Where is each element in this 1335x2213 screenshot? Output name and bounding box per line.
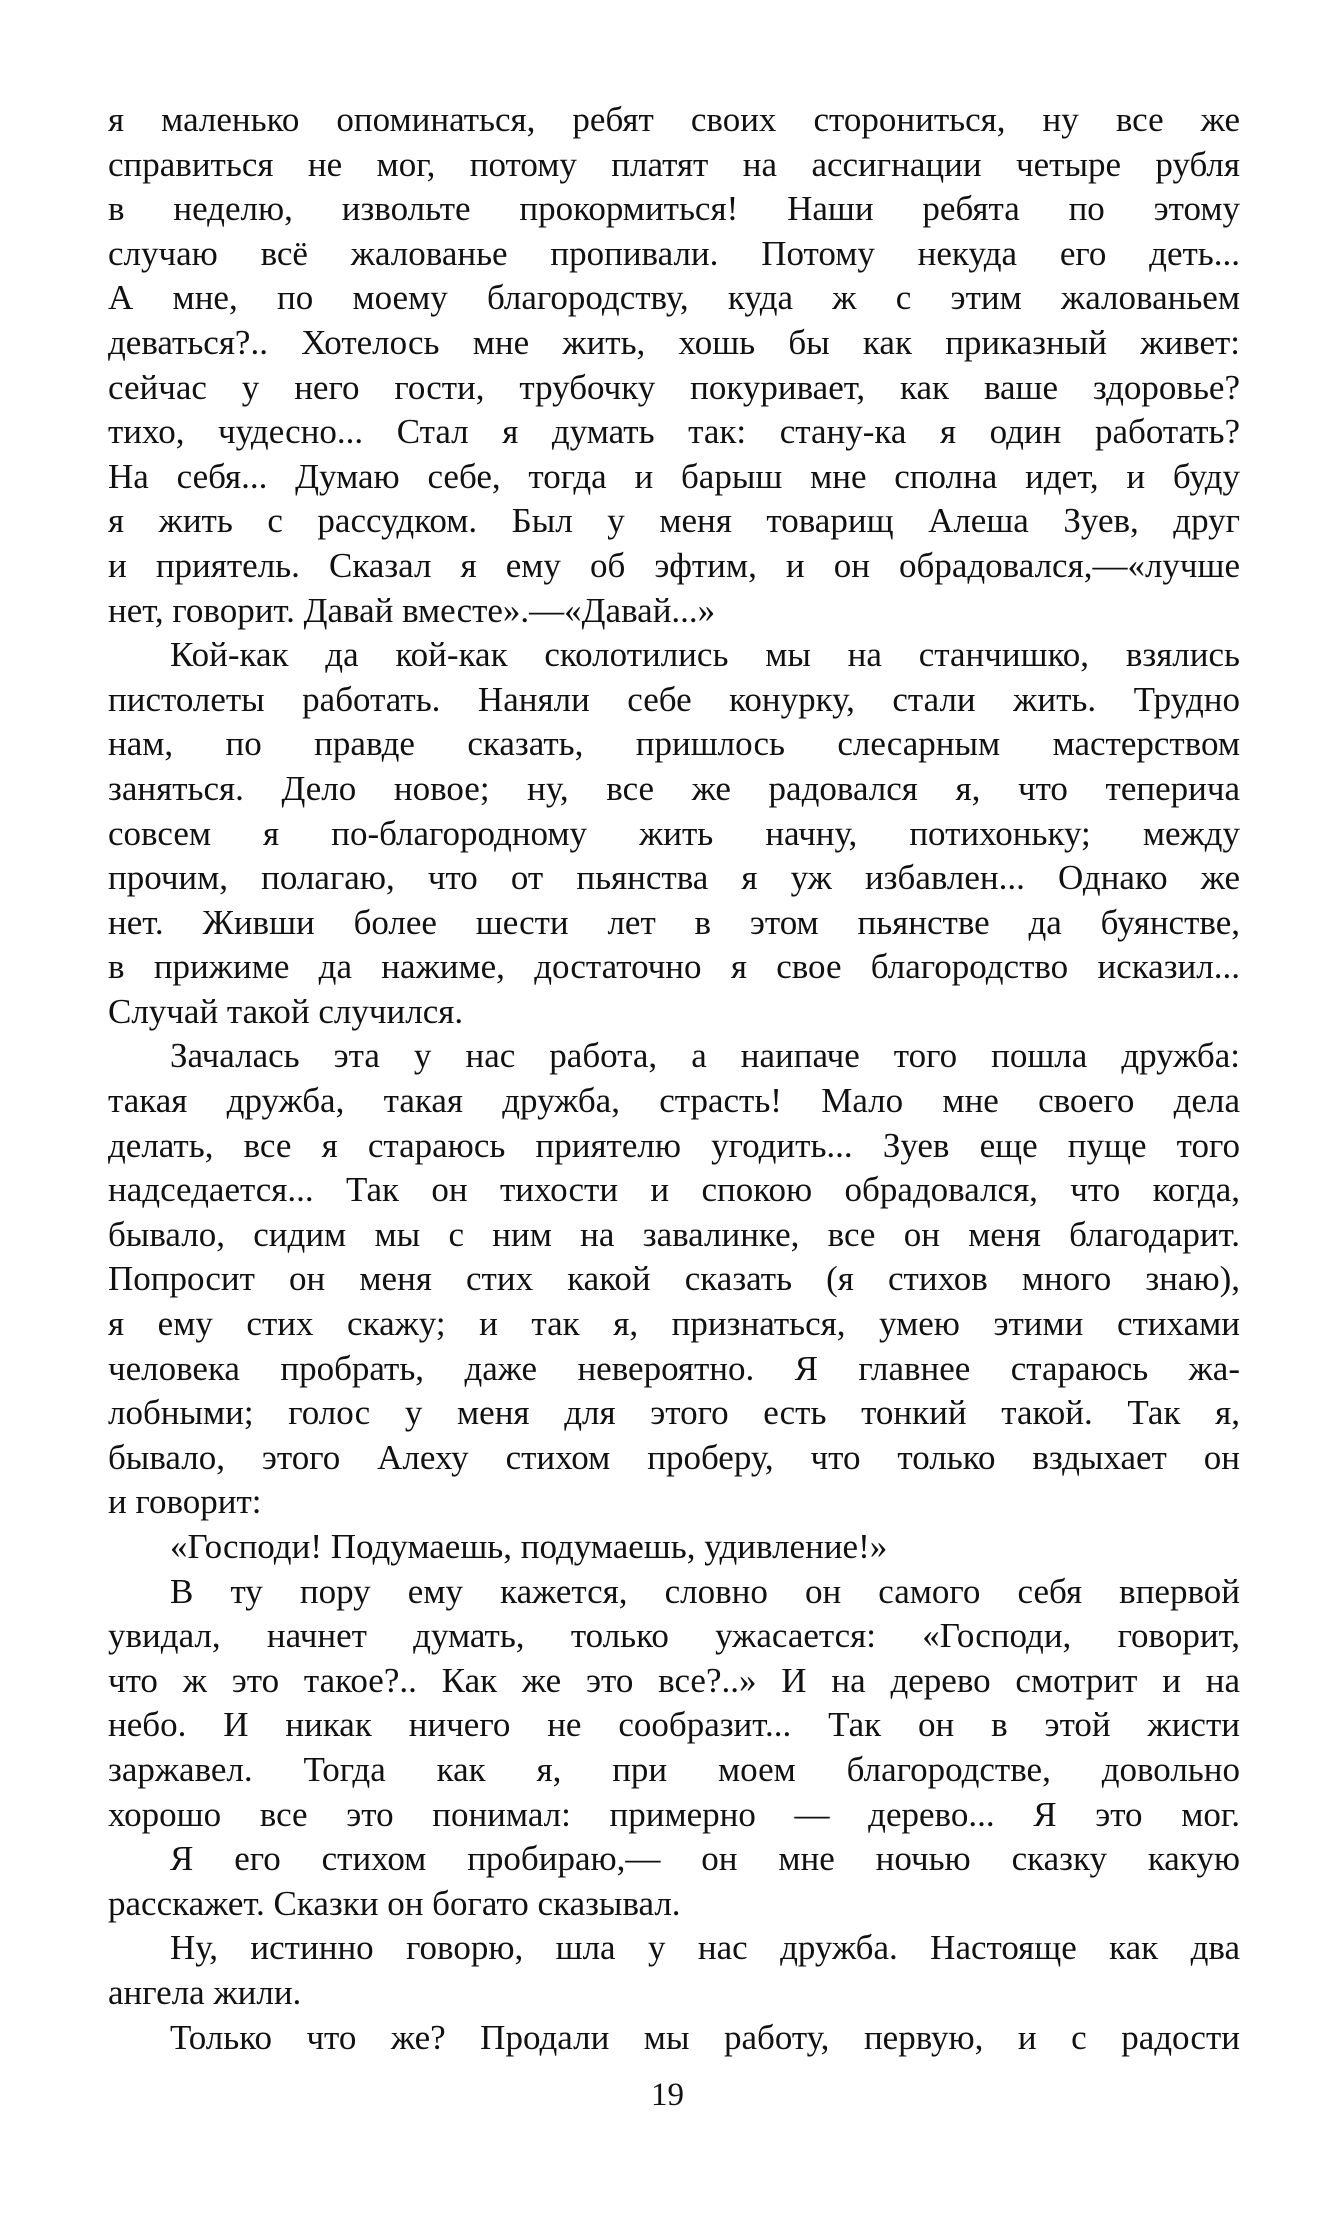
paragraph-first-line: Только что же? Продали мы работу, первую, и с радости	[170, 2017, 1240, 2057]
text-line: ангела жили.	[108, 1972, 302, 2012]
text-line: и приятель. Сказал я ему об эфтим, и он обрадовался,—«лучше	[108, 545, 1240, 585]
text-line: лобными; голос у меня для этого есть тонкий такой. Так я,	[108, 1393, 1240, 1433]
text-line: увидал, начнет думать, только ужасается: «Господи, говорит,	[108, 1616, 1240, 1656]
text-line: пистолеты работать. Наняли себе конурку, стали жить. Трудно	[108, 679, 1240, 719]
text-line: надседается... Так он тихости и спокою обрадовался, что когда,	[108, 1170, 1240, 1210]
text-line: расскажет. Сказки он богато сказывал.	[108, 1883, 681, 1923]
text-line: сейчас у него гости, трубочку покуривает, как ваше здоровье?	[108, 367, 1240, 407]
text-line: справиться не мог, потому платят на ассигнации четыре рубля	[108, 144, 1240, 184]
text-line: в неделю, извольте прокормиться! Наши ребята по этому	[108, 189, 1240, 229]
text-line: тихо, чудесно... Стал я думать так: стану-ка я один работать?	[108, 412, 1240, 452]
quoted-exclamation: «Господи! Подумаешь, подумаешь, удивление!»	[170, 1527, 888, 1566]
text-line: Случай такой случился.	[108, 991, 464, 1031]
text-line: и говорит:	[108, 1482, 262, 1522]
text-line: заняться. Дело новое; ну, все же радовался я, что теперича	[108, 768, 1240, 808]
text-line: На себя... Думаю себе, тогда и барыш мне сполна идет, и буду	[108, 456, 1240, 496]
text-line: хорошо все это понимал: примерно — дерево... Я это мог.	[108, 1794, 1240, 1834]
text-line: заржавел. Тогда как я, при моем благородстве, довольно	[108, 1749, 1240, 1789]
text-line: я ему стих скажу; и так я, признаться, умею этими стихами	[108, 1304, 1240, 1344]
text-line: нет, говорит. Давай вместе».—«Давай...»	[108, 590, 716, 630]
paragraph-first-line: Я его стихом пробираю,— он мне ночью сказку какую	[170, 1839, 1240, 1879]
paragraph-first-line: В ту пору ему кажется, словно он самого себя впервой	[170, 1571, 1240, 1611]
text-line: Попросит он меня стих какой сказать (я стихов много знаю),	[108, 1259, 1240, 1299]
text-line: я жить с рассудком. Был у меня товарищ Алеша Зуев, друг	[108, 501, 1240, 541]
text-line: что ж это такое?.. Как же это все?..» И на дерево смотрит и на	[108, 1660, 1240, 1700]
text-line: такая дружба, такая дружба, страсть! Мало мне своего дела	[108, 1081, 1240, 1121]
text-line: нам, по правде сказать, пришлось слесарным мастерством	[108, 724, 1240, 764]
text-line: человека пробрать, даже невероятно. Я главнее стараюсь жа-	[108, 1348, 1240, 1388]
paragraph-first-line: Кой-как да кой-как сколотились мы на станчишко, взялись	[170, 635, 1240, 675]
paragraph-first-line: Ну, истинно говорю, шла у нас дружба. Настояще как два	[170, 1928, 1240, 1968]
paragraph-first-line: Зачалась эта у нас работа, а наипаче того пошла дружба:	[170, 1036, 1240, 1076]
page-number: 19	[651, 2077, 684, 2113]
text-line: прочим, полагаю, что от пьянства я уж избавлен... Однако же	[108, 858, 1240, 898]
text-line: я маленько опоминаться, ребят своих сторониться, ну все же	[108, 100, 1240, 139]
text-line: в прижиме да нажиме, достаточно я свое благородство исказил...	[108, 947, 1240, 987]
text-line: А мне, по моему благородству, куда ж с этим жалованьем	[108, 278, 1240, 318]
text-line: бывало, этого Алеху стихом проберу, что только вздыхает он	[108, 1437, 1240, 1477]
text-line: делать, все я стараюсь приятелю угодить... Зуев еще пуще того	[108, 1125, 1240, 1165]
text-line: небо. И никак ничего не сообразит... Так он в этой жисти	[108, 1705, 1240, 1745]
text-line: бывало, сидим мы с ним на завалинке, все он меня благодарит.	[108, 1214, 1240, 1254]
text-line: случаю всё жалованье пропивали. Потому некуда его деть...	[108, 233, 1240, 273]
text-line: деваться?.. Хотелось мне жить, хошь бы как приказный живет:	[108, 322, 1240, 362]
text-line: нет. Живши более шести лет в этом пьянстве да буянстве,	[108, 902, 1240, 942]
page-body-text	[108, 98, 1240, 2060]
text-line: совсем я по-благородному жить начну, потихоньку; между	[108, 813, 1240, 853]
